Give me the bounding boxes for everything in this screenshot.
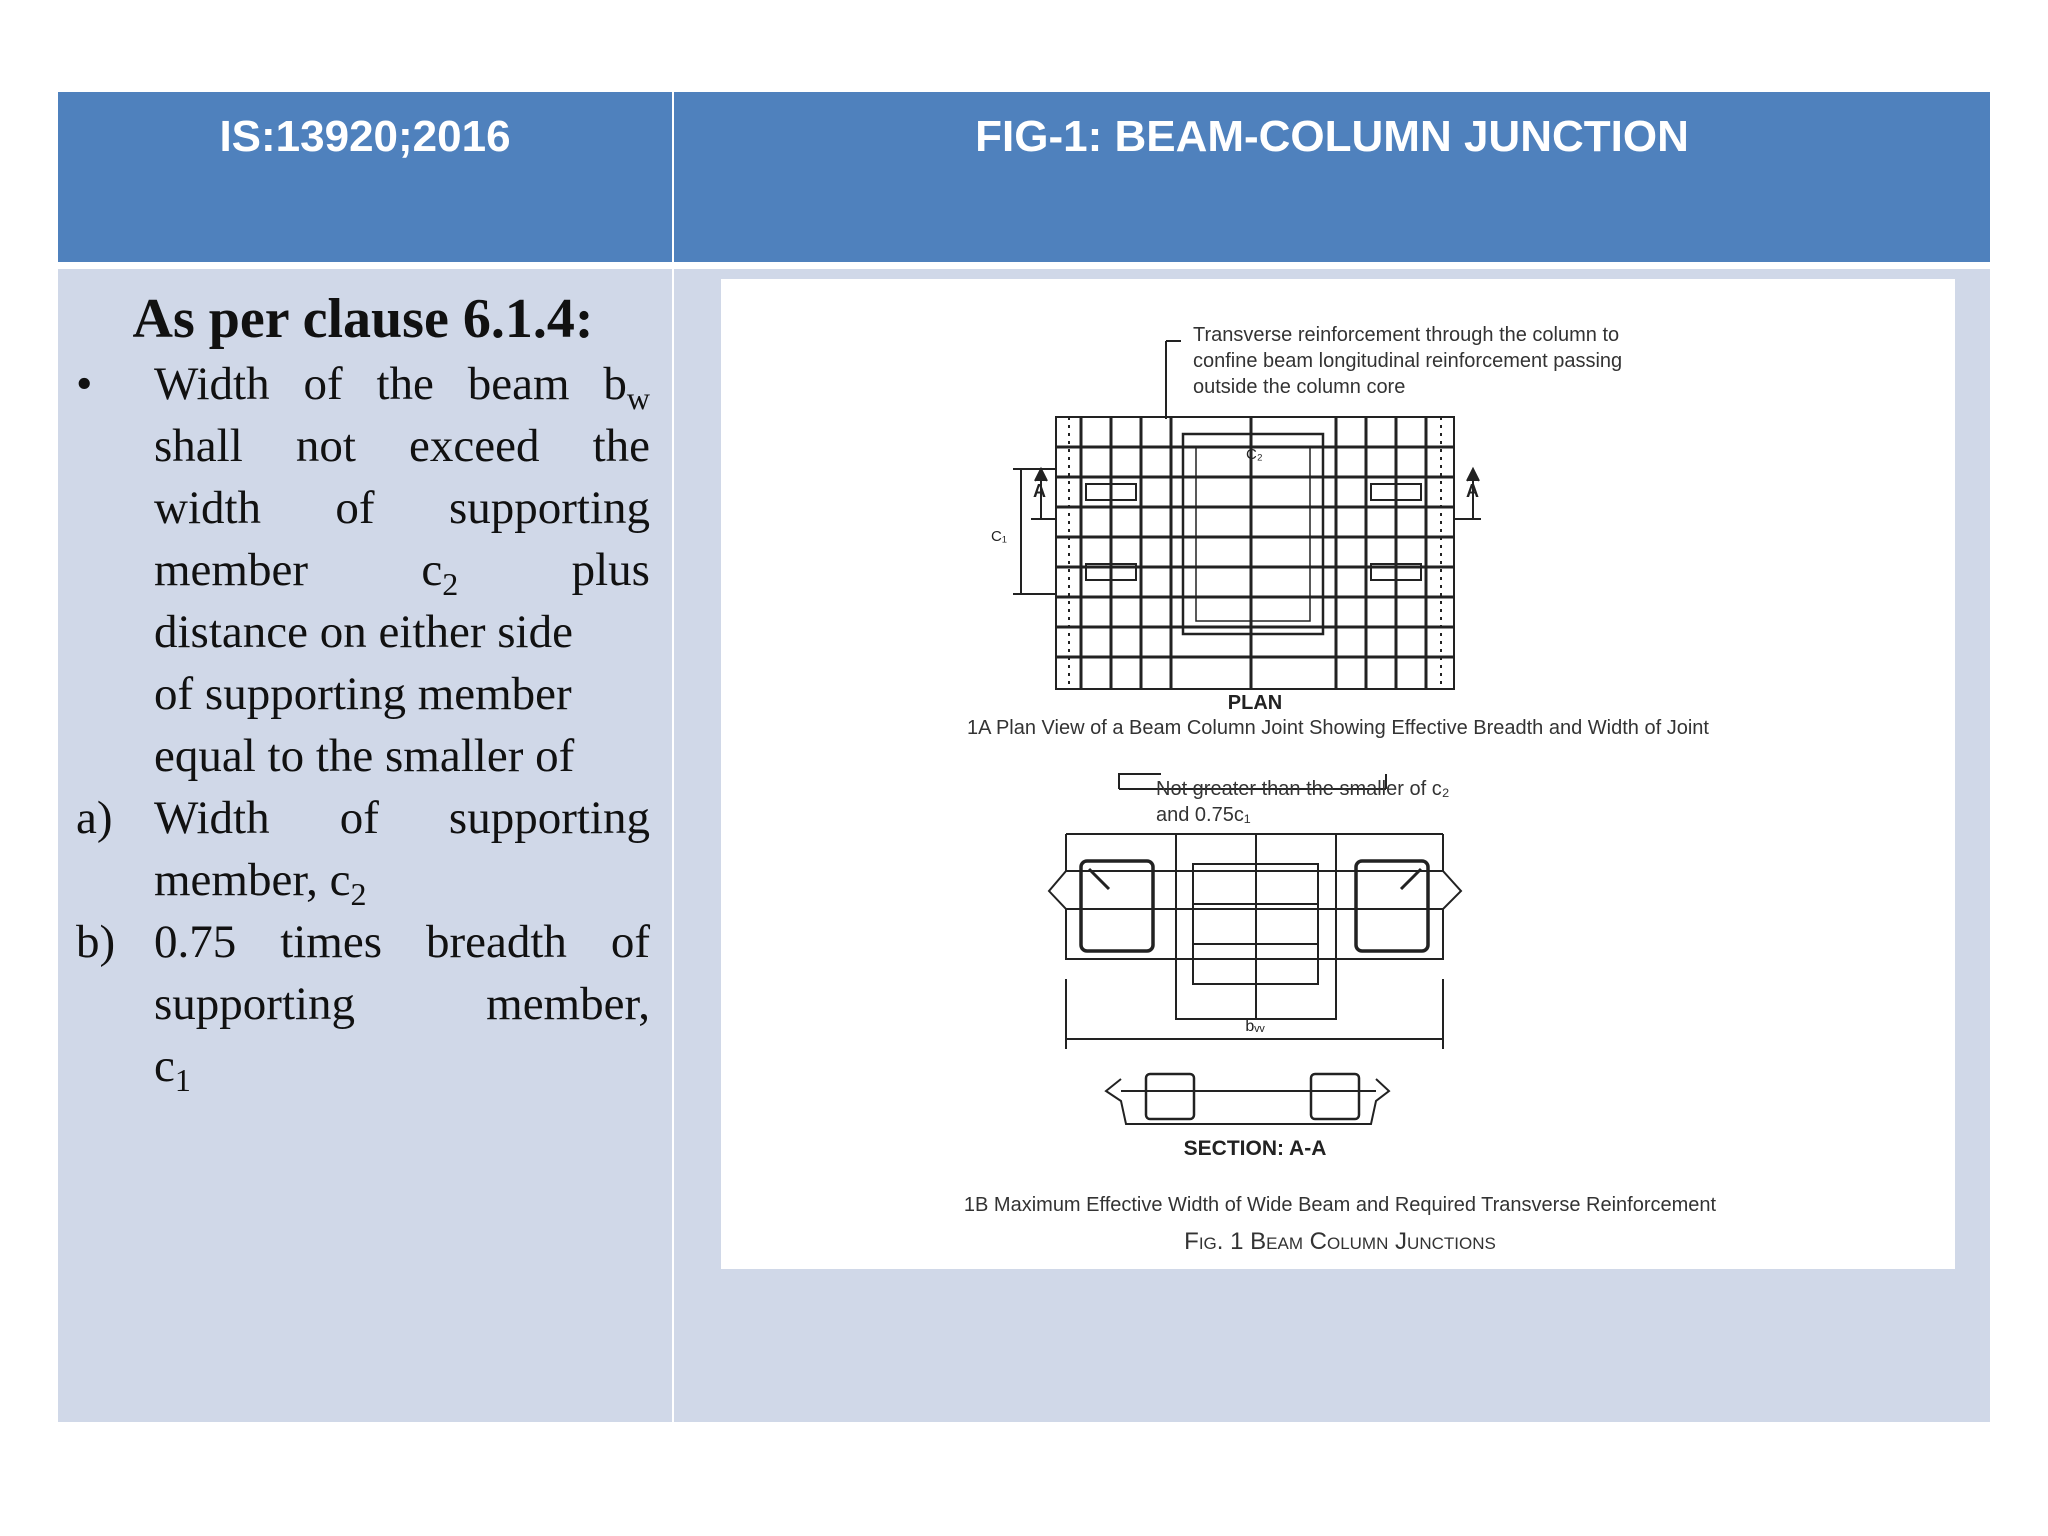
figure-drawing	[721, 279, 1955, 1269]
word: the	[376, 358, 434, 410]
caption-1a: 1A Plan View of a Beam Column Joint Showing Effective Breadth and Width of Joint	[967, 717, 1709, 739]
word: member	[154, 544, 308, 596]
horizontal-bars	[1056, 447, 1454, 657]
stirrup-left	[1081, 861, 1153, 951]
phrase: member, c	[154, 854, 351, 906]
word: of	[303, 358, 343, 410]
label-bw: bᵥᵥ	[1245, 1018, 1265, 1035]
text-line	[154, 477, 650, 539]
figure-title: Fig. 1 Beam Column Junctions	[1184, 1228, 1496, 1255]
small-stirrup-left	[1146, 1074, 1194, 1119]
label-c2: C₂	[1246, 446, 1263, 463]
text-line	[154, 1035, 650, 1097]
bullet-marker: •	[76, 358, 93, 410]
text-line	[154, 911, 650, 973]
arrowhead	[1035, 469, 1047, 481]
word: of	[335, 482, 375, 534]
subscript: 1	[174, 1062, 191, 1098]
word	[421, 539, 458, 601]
note-top-line3: outside the column core	[1193, 376, 1406, 398]
word: supporting	[154, 978, 356, 1030]
clause-cell	[58, 269, 672, 1422]
note-mid-line2: and 0.75c₁	[1156, 804, 1251, 826]
word: breadth	[425, 916, 567, 968]
list-marker-a: a)	[76, 792, 113, 844]
symbol-c: c	[421, 544, 443, 596]
note-leader	[1119, 774, 1161, 789]
small-section-outline	[1106, 1079, 1389, 1124]
symbol-c: c	[154, 1040, 175, 1092]
section-view-drawing	[1049, 774, 1461, 1124]
word: 0.75	[154, 916, 237, 968]
bullet-text	[154, 353, 650, 787]
beam-column-figure	[721, 279, 1955, 1269]
figure-cell	[674, 269, 1990, 1422]
list-text-a	[154, 787, 650, 911]
text-line	[154, 849, 650, 911]
list-marker-b: b)	[76, 916, 116, 968]
row-divider	[58, 262, 1990, 269]
text-line	[154, 725, 650, 787]
word: Width	[154, 792, 270, 844]
line-text: of supporting member	[154, 668, 572, 720]
caption-1b: 1B Maximum Effective Width of Wide Beam and Required Transverse Reinforcement	[963, 1194, 1717, 1216]
word: beam	[467, 358, 570, 410]
text-line	[154, 601, 650, 663]
word: shall	[154, 420, 243, 472]
word: supporting	[448, 482, 650, 534]
word: not	[295, 420, 356, 472]
small-stirrup-right	[1311, 1074, 1359, 1119]
subscript: 2	[350, 876, 367, 912]
text-line	[154, 353, 650, 415]
note-mid-line1: Not greater than the smaller of c₂	[1156, 778, 1450, 800]
word: supporting	[448, 792, 650, 844]
line-text: equal to the smaller of	[154, 730, 575, 782]
word: plus	[571, 544, 650, 596]
word: width	[154, 482, 262, 534]
section-label-a-left: A	[1033, 481, 1046, 501]
word: the	[592, 420, 650, 472]
text-line	[154, 787, 650, 849]
text-line	[154, 973, 650, 1035]
list-text-b	[154, 911, 650, 1097]
clause-table	[58, 92, 1990, 1422]
text-line	[154, 539, 650, 601]
word: times	[280, 916, 383, 968]
symbol-b: b	[603, 358, 627, 410]
list-item-a	[76, 787, 650, 911]
subscript: w	[626, 380, 650, 416]
subscript: 2	[442, 566, 459, 602]
label-c1: C₁	[991, 528, 1007, 545]
line-text: distance on either side	[154, 606, 573, 658]
text-line	[154, 663, 650, 725]
note-top-line2: confine beam longitudinal reinforcement passing	[1193, 350, 1623, 372]
section-label: SECTION: A-A	[1183, 1137, 1327, 1160]
arrowhead	[1467, 469, 1479, 481]
plan-label: PLAN	[1227, 692, 1283, 714]
word: exceed	[409, 420, 540, 472]
bullet-item	[76, 353, 650, 787]
word: of	[339, 792, 379, 844]
section-label-a-right: A	[1466, 481, 1479, 501]
word	[603, 353, 650, 415]
note-top-line1: Transverse reinforcement through the column to	[1193, 324, 1620, 346]
clause-title: As per clause 6.1.4:	[132, 288, 594, 350]
text-line	[154, 415, 650, 477]
word: Width	[154, 358, 270, 410]
header-right: FIG-1: BEAM-COLUMN JUNCTION	[674, 92, 1990, 262]
column-outline	[1183, 434, 1323, 634]
line-text	[154, 1035, 191, 1097]
list-item-b	[76, 911, 650, 1097]
word: member,	[486, 978, 650, 1030]
line-text	[154, 849, 366, 911]
column-core	[1196, 447, 1310, 621]
header-left: IS:13920;2016	[58, 92, 672, 262]
word: of	[610, 916, 650, 968]
